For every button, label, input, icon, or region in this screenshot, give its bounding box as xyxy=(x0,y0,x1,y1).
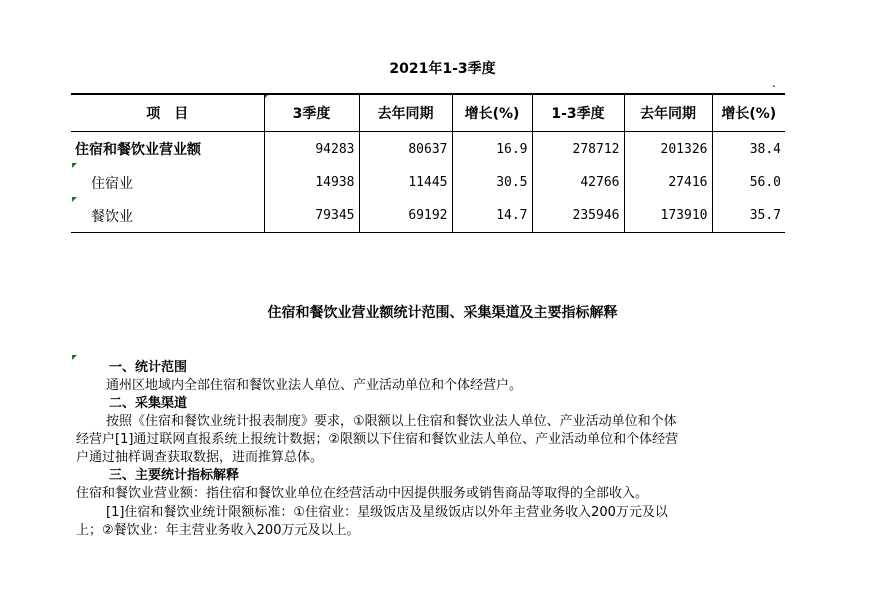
cell: 14938 xyxy=(264,166,359,199)
heading-scope: 一、统计范围 xyxy=(109,360,188,375)
cell: 56.0 xyxy=(712,166,785,199)
row-name: 住宿和餐饮业营业额 xyxy=(71,132,264,167)
cell: 11445 xyxy=(359,166,452,199)
para-channel-line2: 经营户[1]通过联网直报系统上报统计数据；②限额以下住宿和餐饮业法人单位、产业活动单位和个体经营 xyxy=(76,432,679,447)
row-marker-icon xyxy=(72,197,77,202)
cell: 16.9 xyxy=(452,132,532,167)
cell: 27416 xyxy=(624,166,712,199)
cell: 80637 xyxy=(359,132,452,167)
para-channel-line3: 户通过抽样调查获取数据，进而推算总体。 xyxy=(76,450,324,465)
para-scope: 通州区地域内全部住宿和餐饮业法人单位、产业活动单位和个体经营户。 xyxy=(106,378,523,393)
row-marker-icon xyxy=(72,163,77,168)
section-title: 住宿和餐饮业营业额统计范围、采集渠道及主要指标解释 xyxy=(267,305,618,321)
heading-indicators: 三、主要统计指标解释 xyxy=(109,468,240,483)
cell: 69192 xyxy=(359,199,452,233)
cell: 235946 xyxy=(532,199,624,233)
cell: 14.7 xyxy=(452,199,532,233)
row-name: 住宿业 xyxy=(91,175,133,192)
header-prev-q3: 去年同期 xyxy=(359,94,452,132)
cell: 30.5 xyxy=(452,166,532,199)
table-row xyxy=(71,132,785,167)
cell: 38.4 xyxy=(712,132,785,167)
header-prev-q1-3: 去年同期 xyxy=(624,94,712,132)
report-title: 2021年1-3季度 xyxy=(389,61,496,77)
corner-dot: . xyxy=(772,76,776,90)
cell: 278712 xyxy=(532,132,624,167)
table-header-row xyxy=(71,94,785,132)
cell: 201326 xyxy=(624,132,712,167)
cell: 94283 xyxy=(264,132,359,167)
para-channel-line1: 按照《住宿和餐饮业统计报表制度》要求，①限额以上住宿和餐饮业法人单位、产业活动单位和个体 xyxy=(106,414,677,429)
header-growth-q3: 增长(%) xyxy=(452,94,532,132)
header-growth-q1-3: 增长(%) xyxy=(712,94,785,132)
row-name: 餐饮业 xyxy=(71,199,264,233)
header-q1-3: 1-3季度 xyxy=(532,94,624,132)
footnote-line1: [1]住宿和餐饮业统计限额标准：①住宿业：星级饭店及星级饭店以外年主营业务收入200万元及以 xyxy=(106,505,668,520)
footnote-line2: 上；②餐饮业：年主营业务收入200万元及以上。 xyxy=(76,523,360,538)
header-item: 项 目 xyxy=(71,94,264,132)
cell: 173910 xyxy=(624,199,712,233)
para-marker-icon xyxy=(72,355,77,360)
cell: 42766 xyxy=(532,166,624,199)
header-q3: 3季度 xyxy=(264,94,359,132)
table-row xyxy=(71,199,785,233)
data-table xyxy=(71,93,785,233)
cell: 35.7 xyxy=(712,199,785,233)
heading-channel: 二、采集渠道 xyxy=(109,396,188,411)
table-row xyxy=(71,166,785,199)
para-indicator-def: 住宿和餐饮业营业额：指住宿和餐饮业单位在经营活动中因提供服务或销售商品等取得的全部收入。 xyxy=(76,486,649,501)
cell: 79345 xyxy=(264,199,359,233)
